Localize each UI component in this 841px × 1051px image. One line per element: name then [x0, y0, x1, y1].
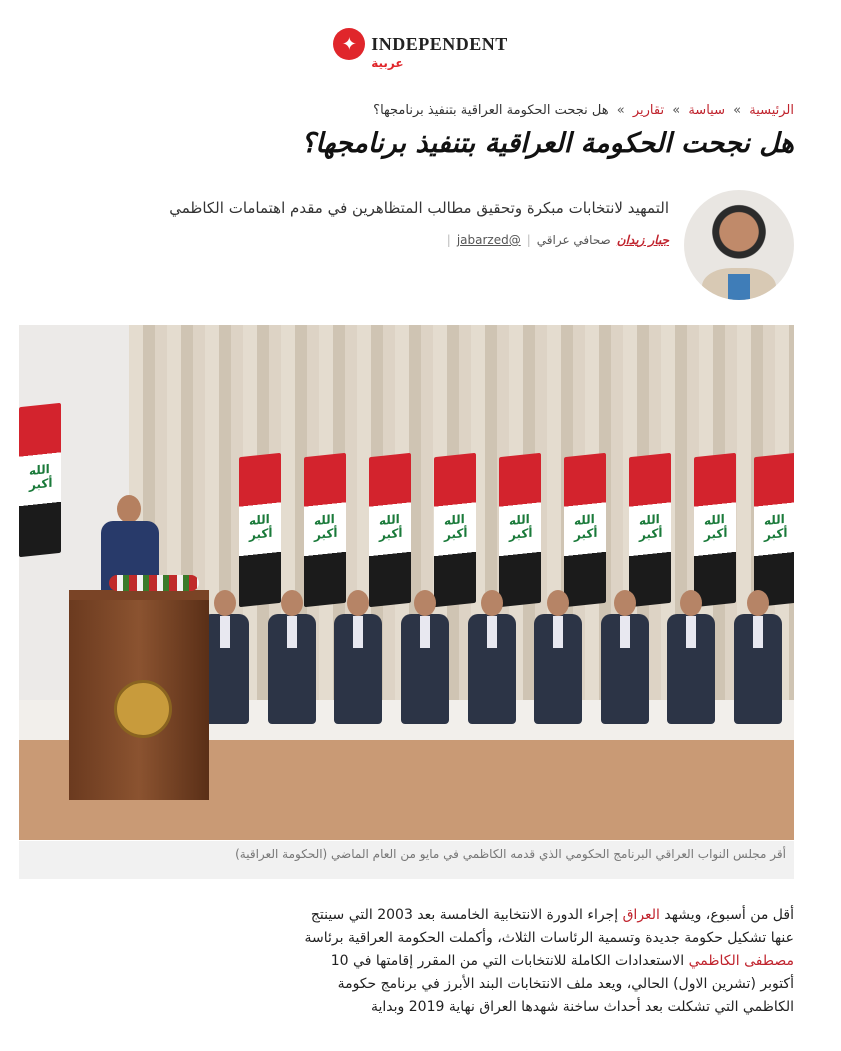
- iraq-flag-icon: الله أكبر: [499, 453, 541, 607]
- person: [399, 590, 451, 740]
- author-twitter-handle[interactable]: @jabarzed: [456, 233, 521, 247]
- article-title: هل نجحت الحكومة العراقية بتنفيذ برنامجها؟: [300, 128, 794, 159]
- avatar-shirt: [728, 274, 750, 300]
- person: [532, 590, 584, 740]
- author-avatar[interactable]: [684, 190, 794, 300]
- parliament-seal-icon: [114, 680, 172, 738]
- person: [599, 590, 651, 740]
- image-caption: أقر مجلس النواب العراقي البرنامج الحكومي الذي قدمه الكاظمي في مايو من العام الماضي (الحكومة العراقية): [19, 841, 794, 879]
- article-subtitle: التمهيد لانتخابات مبكرة وتحقيق مطالب المتظاهرين في مقدم اهتمامات الكاظمي: [169, 199, 669, 217]
- person: [332, 590, 384, 740]
- iraq-link[interactable]: العراق: [622, 907, 660, 923]
- breadcrumb-separator: »: [672, 103, 681, 118]
- breadcrumb-separator: »: [616, 103, 625, 118]
- eagle-logo-icon: ✦: [333, 28, 365, 60]
- breadcrumb: [373, 103, 794, 118]
- iraq-flag-icon: الله أكبر: [239, 453, 281, 607]
- iraq-flag-icon: الله أكبر: [629, 453, 671, 607]
- person: [466, 590, 518, 740]
- header: [0, 28, 841, 70]
- speaker-head: [117, 495, 141, 523]
- author-role: صحافي عراقي: [536, 233, 611, 247]
- site-logo[interactable]: [333, 28, 508, 70]
- kadhimi-link[interactable]: مصطفى الكاظمي: [688, 953, 794, 969]
- hero-image: [19, 325, 794, 840]
- iraq-flag-icon: الله أكبر: [369, 453, 411, 607]
- article-body: [304, 904, 794, 1019]
- author-name-link[interactable]: جبار زيدان: [616, 233, 669, 247]
- person: [665, 590, 717, 740]
- breadcrumb-politics[interactable]: سياسة: [688, 103, 725, 118]
- logo-subtitle: عربية: [371, 56, 404, 70]
- divider: |: [526, 233, 531, 247]
- iraq-flag-icon: الله أكبر: [304, 453, 346, 607]
- article-paragraph: أقل من أسبوع، ويشهد العراق إجراء الدورة الانتخابية الخامسة بعد 2003 التي سينتج عنها تشكيل حكومة جديدة وتسمية الرئاسات الثلاث، وأكملت الحكومة العراقية برئاسة مصطفى الكاظمي الاستعدادات الكاملة للانتخابات التي من المقرر إقامتها في 10 أكتوبر (تشرين الاول) الحالي، ويعد ملف الانتخابات البند الأبرز في برنامج حكومة الكاظمي التي تشكلت بعد أحداث ساخنة شهدها العراق نهاية 2019 وبداية: [304, 907, 794, 1015]
- logo-text: INDEPENDENT: [371, 33, 508, 54]
- divider: |: [446, 233, 451, 247]
- person: [266, 590, 318, 740]
- iraq-flag-icon: الله أكبر: [19, 403, 61, 557]
- author-line: [447, 233, 669, 247]
- person: [732, 590, 784, 740]
- iraq-flag-icon: الله أكبر: [564, 453, 606, 607]
- breadcrumb-home[interactable]: الرئيسية: [749, 103, 794, 118]
- breadcrumb-current: هل نجحت الحكومة العراقية بتنفيذ برنامجها؟: [373, 103, 609, 118]
- flower-arrangement: [109, 575, 199, 591]
- breadcrumb-reports[interactable]: تقارير: [632, 103, 665, 118]
- breadcrumb-separator: »: [733, 103, 742, 118]
- iraq-flag-icon: الله أكبر: [434, 453, 476, 607]
- podium: [69, 590, 209, 800]
- iraq-flag-icon: الله أكبر: [694, 453, 736, 607]
- seated-officials: [199, 590, 784, 740]
- iraq-flag-icon: الله أكبر: [754, 453, 794, 607]
